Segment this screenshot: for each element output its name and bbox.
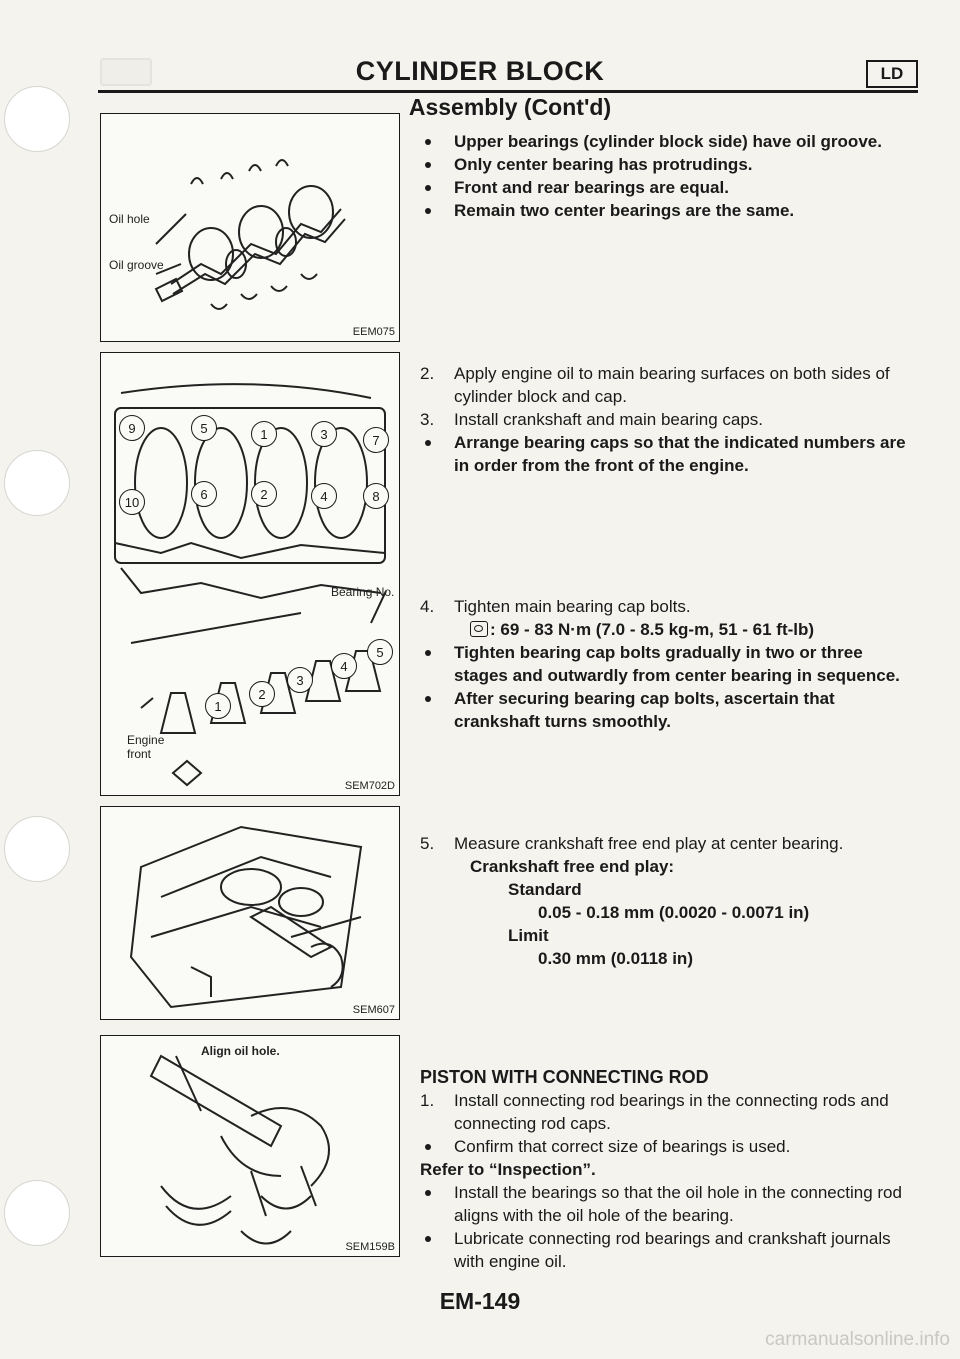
list-item: Confirm that correct size of bearings is used.: [420, 1135, 918, 1158]
crankshaft-illustration: [101, 114, 400, 342]
punch-hole: [4, 816, 70, 882]
bearing-number: 5: [367, 639, 393, 665]
figure-end-play: [100, 806, 400, 1020]
page-subtitle: Assembly (Cont'd): [408, 94, 612, 120]
figure-code: SEM702D: [344, 780, 395, 792]
notes-block-5: [420, 1066, 918, 1273]
step-item: 1. Install connecting rod bearings in the connecting rods and connecting rod caps.: [420, 1091, 889, 1133]
list-item: Remain two center bearings are the same.: [420, 199, 918, 222]
list-item: Upper bearings (cylinder block side) have oil groove.: [420, 130, 918, 153]
bearing-number: 2: [249, 681, 275, 707]
notes-block-1: [420, 130, 918, 222]
label-align-oil-hole: Align oil hole.: [201, 1044, 280, 1058]
bolt-number: 6: [191, 481, 217, 507]
bolt-number: 9: [119, 415, 145, 441]
figure-code: EEM075: [352, 326, 395, 338]
bolt-number: 10: [119, 489, 145, 515]
figure-connecting-rod: [100, 1035, 400, 1257]
label-oil-groove: Oil groove: [109, 258, 164, 272]
page-number: EM-149: [439, 1288, 521, 1314]
end-play-illustration: [101, 807, 400, 1020]
bearing-number: 1: [205, 693, 231, 719]
notes-block-3: [420, 595, 918, 733]
step-item: 4. Tighten main bearing cap bolts.: [420, 597, 691, 616]
bolt-number: 5: [191, 415, 217, 441]
label-oil-hole: Oil hole: [109, 212, 150, 226]
step-item: 3. Install crankshaft and main bearing caps.: [420, 410, 764, 429]
step-item: 2. Apply engine oil to main bearing surfaces on both sides of cylinder block and cap.: [420, 364, 890, 406]
spec-heading: Crankshaft free end play:: [470, 857, 675, 876]
header-rule: [98, 90, 918, 93]
bolt-number: 7: [363, 427, 389, 453]
label-engine-front: Engine front: [127, 733, 165, 761]
watermark: carmanualsonline.info: [765, 1329, 950, 1350]
bolt-number: 8: [363, 483, 389, 509]
section-badge: LD: [866, 60, 918, 88]
label-bearing-no: Bearing No.: [331, 585, 395, 599]
notes-block-4: [420, 832, 918, 970]
section-heading: PISTON WITH CONNECTING ROD: [420, 1067, 709, 1087]
figure-code: SEM159B: [345, 1241, 395, 1253]
list-item: Front and rear bearings are equal.: [420, 176, 918, 199]
list-item: Tighten bearing cap bolts gradually in two or three stages and outwardly from center bearing in sequence.: [420, 641, 918, 687]
list-item: After securing bearing cap bolts, ascertain that crankshaft turns smoothly.: [420, 687, 918, 733]
spec-limit-value: 0.30 mm (0.0118 in): [538, 949, 693, 968]
connecting-rod-illustration: [101, 1036, 400, 1257]
figure-crankshaft: [100, 113, 400, 342]
list-item: Lubricate connecting rod bearings and crankshaft journals with engine oil.: [420, 1227, 918, 1273]
notes-block-2: [420, 362, 918, 477]
bolt-number: 4: [311, 483, 337, 509]
step-item: 5. Measure crankshaft free end play at center bearing.: [420, 834, 844, 853]
bolt-number: 1: [251, 421, 277, 447]
spec-standard-label: Standard: [508, 880, 582, 899]
figure-code: SEM607: [352, 1004, 395, 1016]
torque-wrench-icon: [470, 621, 488, 637]
refer-note: Refer to “Inspection”.: [420, 1160, 596, 1179]
bearing-caps-illustration: [101, 353, 400, 796]
bolt-number: 3: [311, 421, 337, 447]
spec-limit-label: Limit: [508, 926, 549, 945]
punch-hole: [4, 450, 70, 516]
bolt-number: 2: [251, 481, 277, 507]
list-item: Install the bearings so that the oil hole in the connecting rod aligns with the oil hole of the bearing.: [420, 1181, 918, 1227]
bearing-number: 4: [331, 653, 357, 679]
list-item: Only center bearing has protrudings.: [420, 153, 918, 176]
page-title: CYLINDER BLOCK: [355, 56, 605, 86]
bearing-number: 3: [287, 667, 313, 693]
spec-standard-value: 0.05 - 0.18 mm (0.0020 - 0.0071 in): [538, 903, 810, 922]
figure-bearing-caps: [100, 352, 400, 796]
torque-spec: : 69 - 83 N·m (7.0 - 8.5 kg-m, 51 - 61 ft-lb): [420, 618, 918, 641]
list-item: Arrange bearing caps so that the indicated numbers are in order from the front of the engine.: [420, 431, 918, 477]
punch-hole: [4, 1180, 70, 1246]
